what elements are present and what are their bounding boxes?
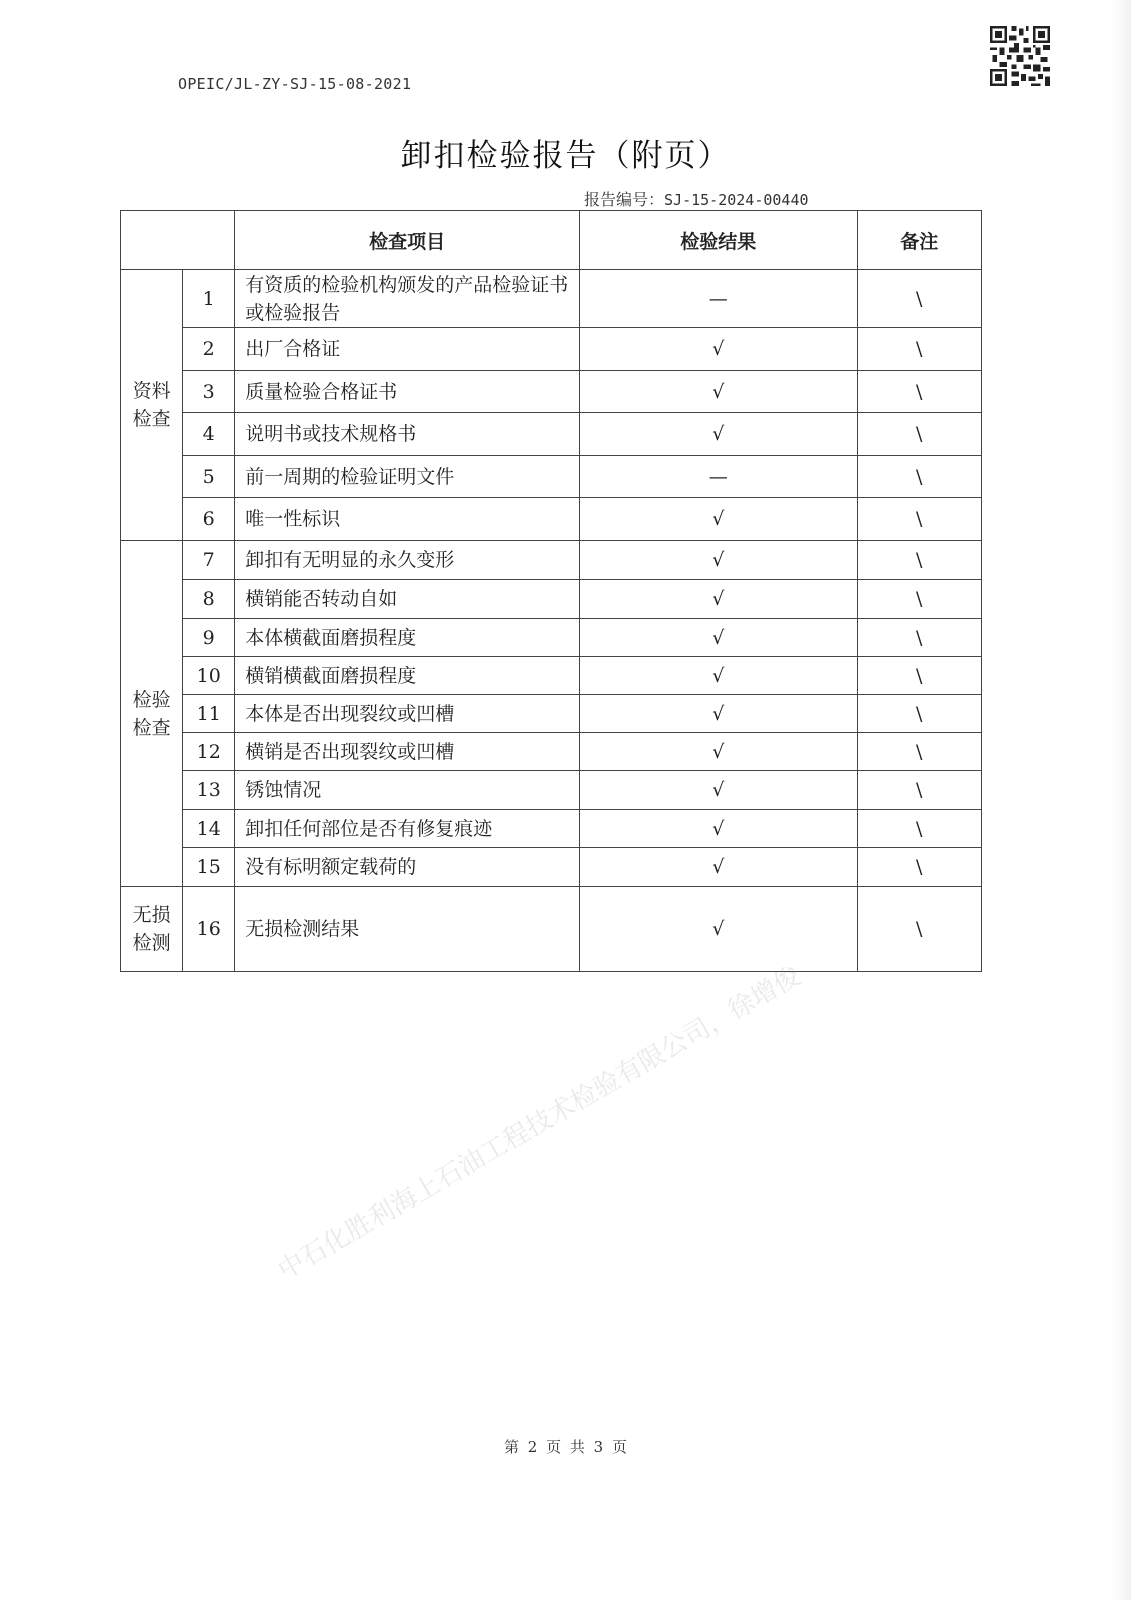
table-row bbox=[121, 413, 982, 456]
result-cell: √ bbox=[580, 413, 857, 456]
report-number-value: SJ-15-2024-00440 bbox=[664, 191, 809, 209]
page-footer: 第 2 页 共 3 页 bbox=[504, 1438, 627, 1456]
item-cell: 前一周期的检验证明文件 bbox=[235, 456, 580, 498]
table-row bbox=[121, 771, 982, 810]
row-number-cell: 12 bbox=[183, 733, 235, 771]
result-cell: √ bbox=[580, 695, 857, 733]
result-cell: √ bbox=[580, 619, 857, 657]
remark-cell: \ bbox=[857, 771, 982, 810]
result-cell: — bbox=[580, 270, 857, 328]
remark-cell: \ bbox=[857, 619, 982, 657]
table-row bbox=[121, 695, 982, 733]
row-number-cell: 9 bbox=[183, 619, 235, 657]
remark-cell: \ bbox=[857, 413, 982, 456]
table-row bbox=[121, 619, 982, 657]
item-cell: 锈蚀情况 bbox=[235, 771, 580, 810]
document-code: OPEIC/JL-ZY-SJ-15-08-2021 bbox=[178, 75, 412, 93]
remark-cell: \ bbox=[857, 328, 982, 371]
item-cell: 横销能否转动自如 bbox=[235, 580, 580, 619]
table-row bbox=[121, 328, 982, 371]
header-remark: 备注 bbox=[857, 211, 982, 270]
item-cell: 唯一性标识 bbox=[235, 498, 580, 541]
item-cell: 质量检验合格证书 bbox=[235, 371, 580, 413]
remark-cell: \ bbox=[857, 657, 982, 695]
page-edge-shadow bbox=[1112, 0, 1131, 1600]
row-number-cell: 15 bbox=[183, 848, 235, 887]
row-number-cell: 13 bbox=[183, 771, 235, 810]
remark-cell: \ bbox=[857, 580, 982, 619]
table-body bbox=[121, 270, 982, 972]
header-result: 检验结果 bbox=[580, 211, 857, 270]
remark-cell: \ bbox=[857, 810, 982, 848]
row-number-cell: 16 bbox=[183, 887, 235, 972]
remark-cell: \ bbox=[857, 270, 982, 328]
result-cell: — bbox=[580, 456, 857, 498]
table-row bbox=[121, 498, 982, 541]
result-cell: √ bbox=[580, 887, 857, 972]
table-row bbox=[121, 810, 982, 848]
row-number-cell: 1 bbox=[183, 270, 235, 328]
result-cell: √ bbox=[580, 371, 857, 413]
remark-cell: \ bbox=[857, 371, 982, 413]
item-cell: 有资质的检验机构颁发的产品检验证书或检验报告 bbox=[235, 270, 580, 328]
category-cell: 无损 检测 bbox=[121, 887, 183, 972]
result-cell: √ bbox=[580, 657, 857, 695]
table-row bbox=[121, 456, 982, 498]
row-number-cell: 11 bbox=[183, 695, 235, 733]
row-number-cell: 10 bbox=[183, 657, 235, 695]
table-row bbox=[121, 848, 982, 887]
result-cell: √ bbox=[580, 771, 857, 810]
header-item: 检查项目 bbox=[235, 211, 580, 270]
remark-cell: \ bbox=[857, 456, 982, 498]
table-row bbox=[121, 541, 982, 580]
remark-cell: \ bbox=[857, 541, 982, 580]
report-number-label: 报告编号： bbox=[584, 190, 665, 209]
qr-code-icon bbox=[990, 26, 1050, 86]
result-cell: √ bbox=[580, 810, 857, 848]
row-number-cell: 3 bbox=[183, 371, 235, 413]
row-number-cell: 14 bbox=[183, 810, 235, 848]
table-row bbox=[121, 371, 982, 413]
item-cell: 无损检测结果 bbox=[235, 887, 580, 972]
result-cell: √ bbox=[580, 498, 857, 541]
item-cell: 说明书或技术规格书 bbox=[235, 413, 580, 456]
result-cell: √ bbox=[580, 541, 857, 580]
result-cell: √ bbox=[580, 733, 857, 771]
row-number-cell: 4 bbox=[183, 413, 235, 456]
table-row bbox=[121, 657, 982, 695]
table-header-row bbox=[121, 211, 982, 270]
table-row bbox=[121, 733, 982, 771]
remark-cell: \ bbox=[857, 733, 982, 771]
category-cell: 检验 检查 bbox=[121, 541, 183, 887]
table-row bbox=[121, 270, 982, 328]
page-title: 卸扣检验报告（附页） bbox=[400, 138, 731, 174]
row-number-cell: 7 bbox=[183, 541, 235, 580]
remark-cell: \ bbox=[857, 887, 982, 972]
item-cell: 卸扣有无明显的永久变形 bbox=[235, 541, 580, 580]
remark-cell: \ bbox=[857, 848, 982, 887]
item-cell: 没有标明额定载荷的 bbox=[235, 848, 580, 887]
item-cell: 横销是否出现裂纹或凹槽 bbox=[235, 733, 580, 771]
header-blank bbox=[121, 211, 235, 270]
item-cell: 出厂合格证 bbox=[235, 328, 580, 371]
item-cell: 卸扣任何部位是否有修复痕迹 bbox=[235, 810, 580, 848]
row-number-cell: 6 bbox=[183, 498, 235, 541]
remark-cell: \ bbox=[857, 498, 982, 541]
result-cell: √ bbox=[580, 580, 857, 619]
report-number bbox=[584, 187, 809, 210]
row-number-cell: 5 bbox=[183, 456, 235, 498]
row-number-cell: 2 bbox=[183, 328, 235, 371]
item-cell: 本体是否出现裂纹或凹槽 bbox=[235, 695, 580, 733]
category-cell: 资料 检查 bbox=[121, 270, 183, 541]
inspection-table bbox=[120, 210, 982, 972]
result-cell: √ bbox=[580, 848, 857, 887]
table-row bbox=[121, 580, 982, 619]
item-cell: 横销横截面磨损程度 bbox=[235, 657, 580, 695]
remark-cell: \ bbox=[857, 695, 982, 733]
watermark: 中石化胜利海上石油工程技术检验有限公司，徐增俊 bbox=[273, 961, 806, 1287]
result-cell: √ bbox=[580, 328, 857, 371]
row-number-cell: 8 bbox=[183, 580, 235, 619]
table-row bbox=[121, 887, 982, 972]
item-cell: 本体横截面磨损程度 bbox=[235, 619, 580, 657]
